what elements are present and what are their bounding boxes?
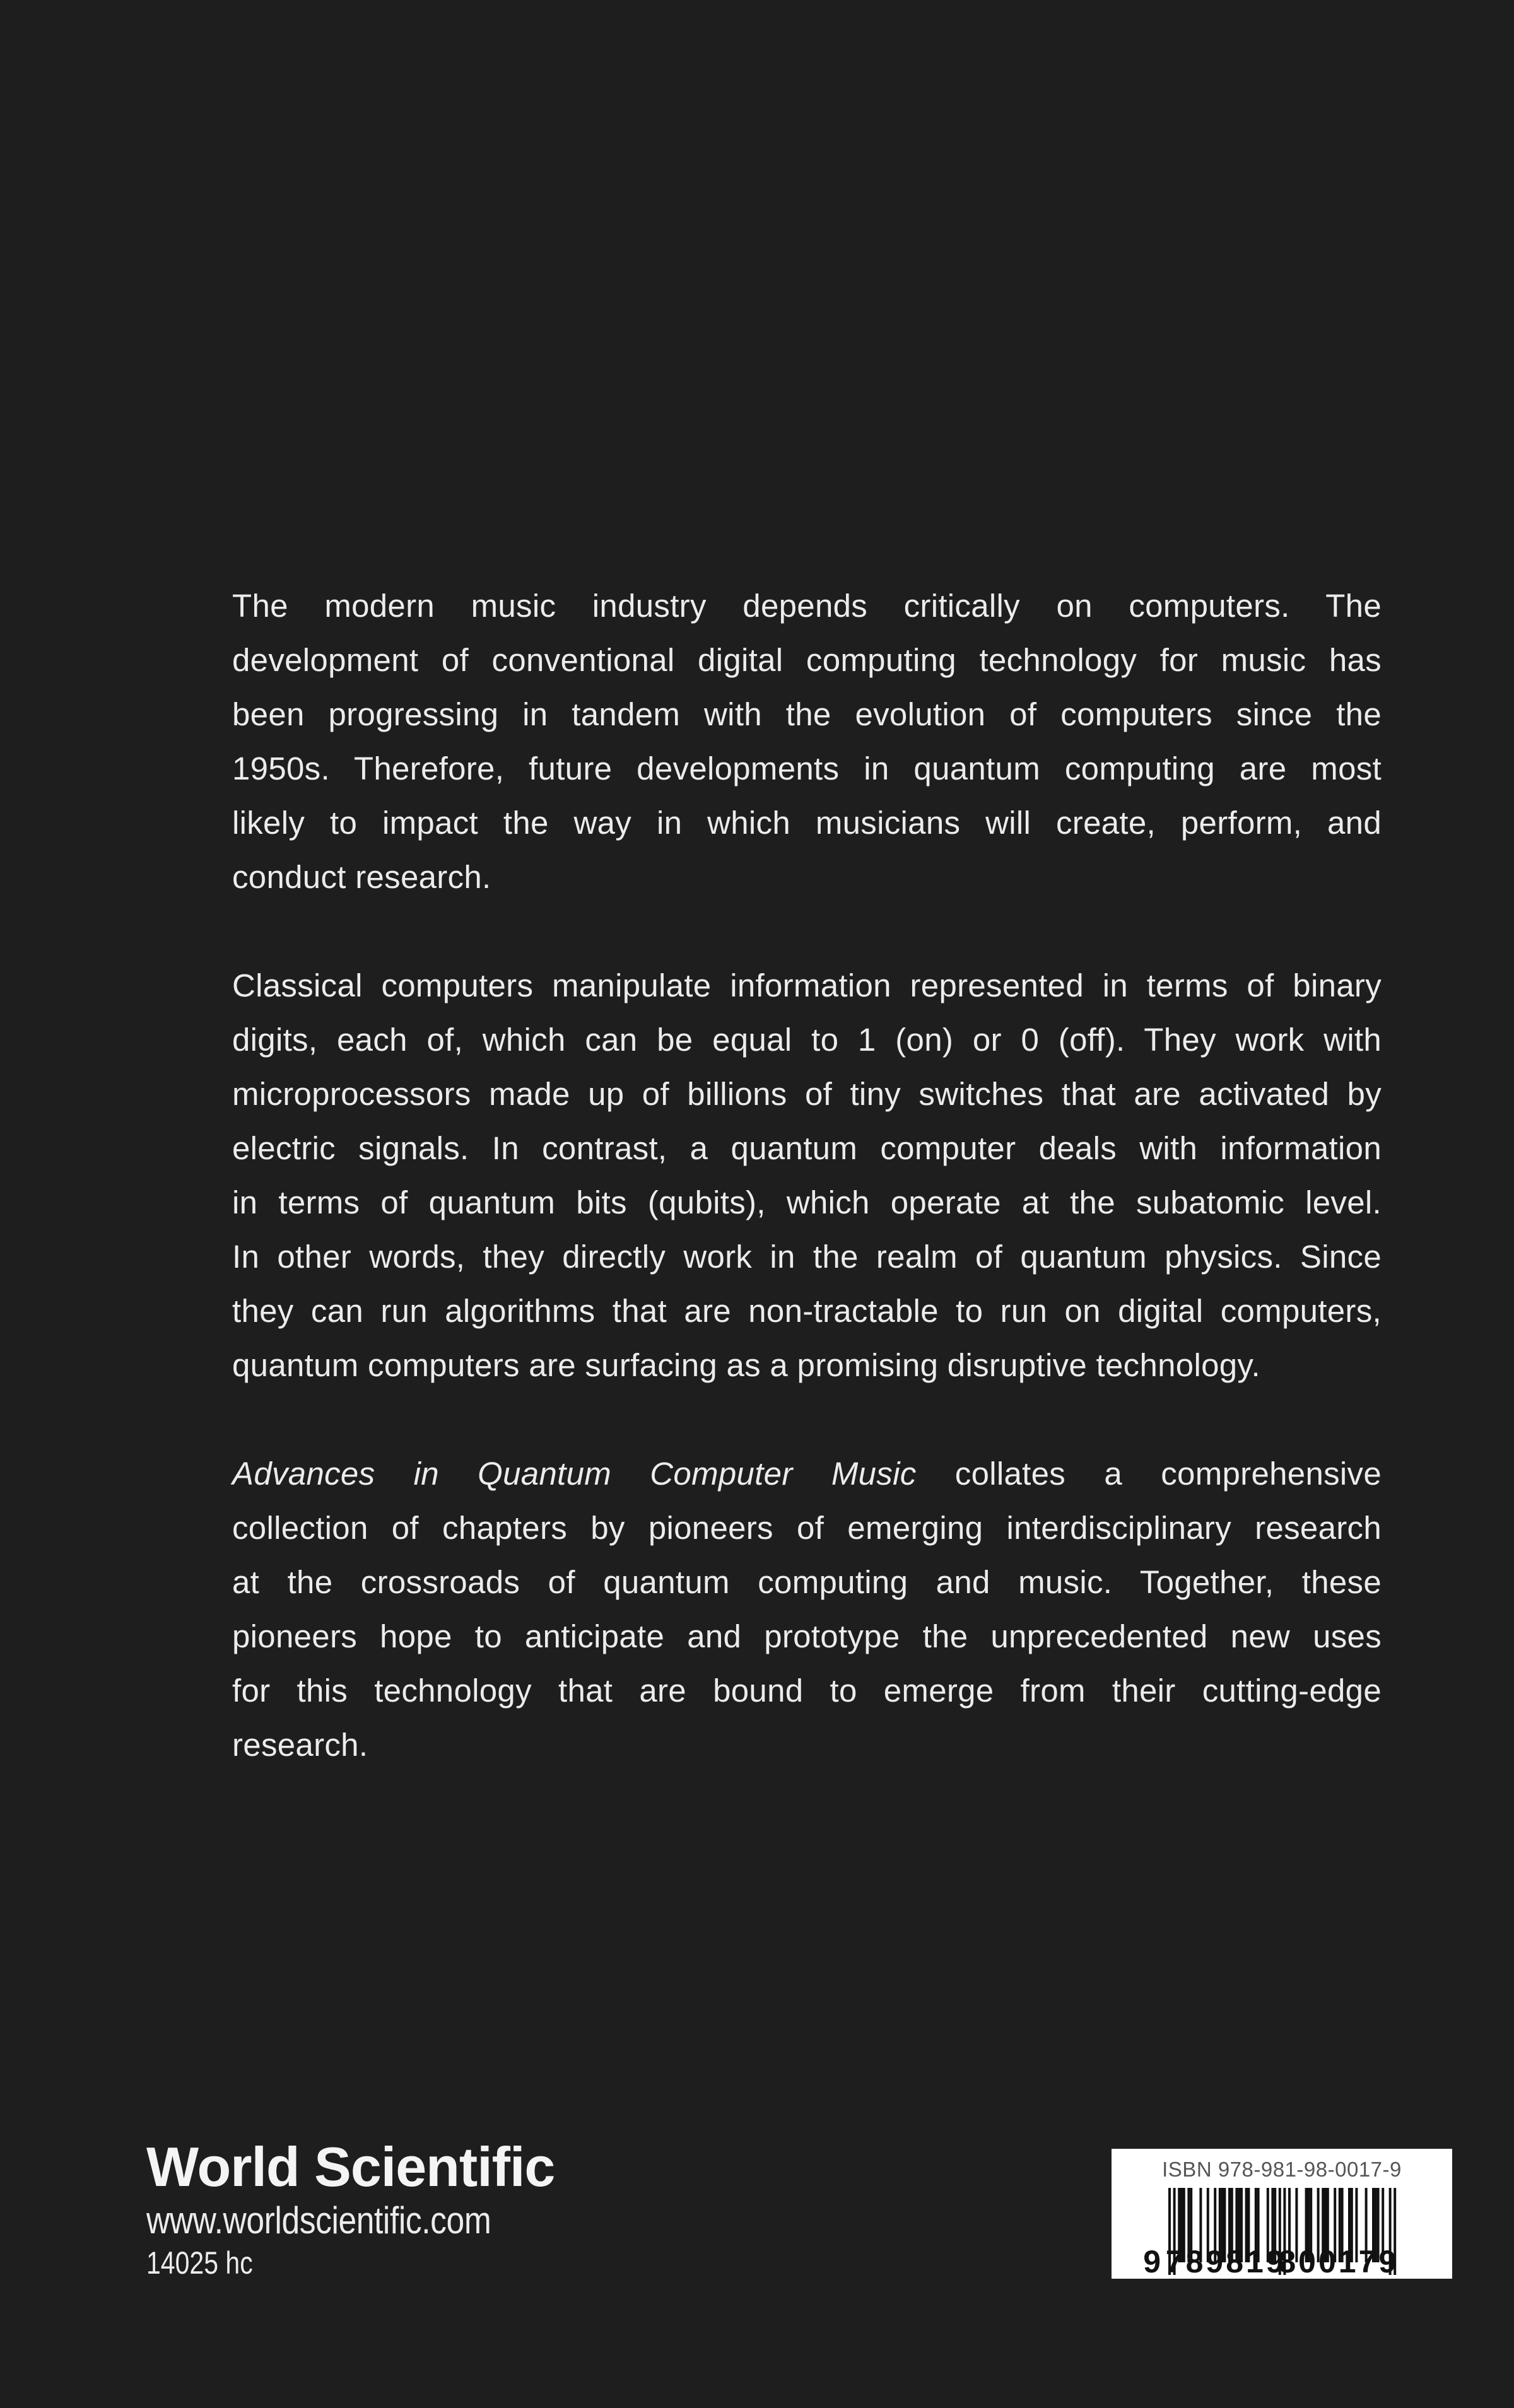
- text-line: Classical computers manipulate information represented in terms of binary: [232, 967, 1382, 1003]
- text-line: development of conventional digital computing technology for music has: [232, 642, 1382, 678]
- text-line: The modern music industry depends critically on computers. The: [232, 588, 1382, 624]
- text-line: collection of chapters by pioneers of emerging interdisciplinary research: [232, 1510, 1382, 1546]
- publisher-name: World Scientific: [146, 2136, 555, 2198]
- text-segment: collates a comprehensive: [916, 1456, 1382, 1492]
- paragraph-3: [232, 1447, 1382, 1772]
- text-line: In other words, they directly work in the realm of quantum physics. Since: [232, 1239, 1382, 1275]
- barcode-digits-right: 800179: [1278, 2244, 1399, 2279]
- book-title: Advances in Quantum Computer Music: [232, 1456, 917, 1492]
- product-code: 14025 hc: [146, 2245, 253, 2281]
- isbn-barcode: [1112, 2149, 1452, 2279]
- paragraph-2: [232, 959, 1382, 1393]
- isbn-label: ISBN 978-981-98-0017-9: [1162, 2158, 1402, 2181]
- text-line: digits, each of, which can be equal to 1 (on) or 0 (off). They work with: [232, 1022, 1382, 1058]
- text-line: microprocessors made up of billions of tiny switches that are activated by: [232, 1076, 1382, 1112]
- text-line: [232, 1447, 1382, 1501]
- text-line: for this technology that are bound to emerge from their cutting-edge: [232, 1673, 1382, 1709]
- back-cover-blurb: [232, 579, 1382, 1826]
- text-line: research.: [232, 1727, 368, 1763]
- text-line: quantum computers are surfacing as a promising disruptive technology.: [232, 1347, 1260, 1383]
- paragraph-1: [232, 579, 1382, 904]
- text-line: in terms of quantum bits (qubits), which operate at the subatomic level.: [232, 1184, 1382, 1220]
- text-line: at the crossroads of quantum computing and music. Together, these: [232, 1564, 1382, 1600]
- barcode-digit-first: 9: [1143, 2244, 1163, 2279]
- text-line: they can run algorithms that are non-tractable to run on digital computers,: [232, 1293, 1382, 1329]
- text-line: 1950s. Therefore, future developments in quantum computing are most: [232, 751, 1382, 786]
- text-line: conduct research.: [232, 859, 491, 895]
- barcode-digits-left: 789819: [1165, 2244, 1286, 2279]
- publisher-block: [146, 2136, 555, 2283]
- text-line: been progressing in tandem with the evolution of computers since the: [232, 696, 1382, 732]
- text-line: pioneers hope to anticipate and prototype the unprecedented new uses: [232, 1618, 1382, 1654]
- barcode-bars: [1112, 2149, 1452, 2279]
- publisher-url: www.worldscientific.com: [146, 2199, 491, 2241]
- text-line: likely to impact the way in which musicians will create, perform, and: [232, 805, 1382, 841]
- text-line: electric signals. In contrast, a quantum computer deals with information: [232, 1130, 1382, 1166]
